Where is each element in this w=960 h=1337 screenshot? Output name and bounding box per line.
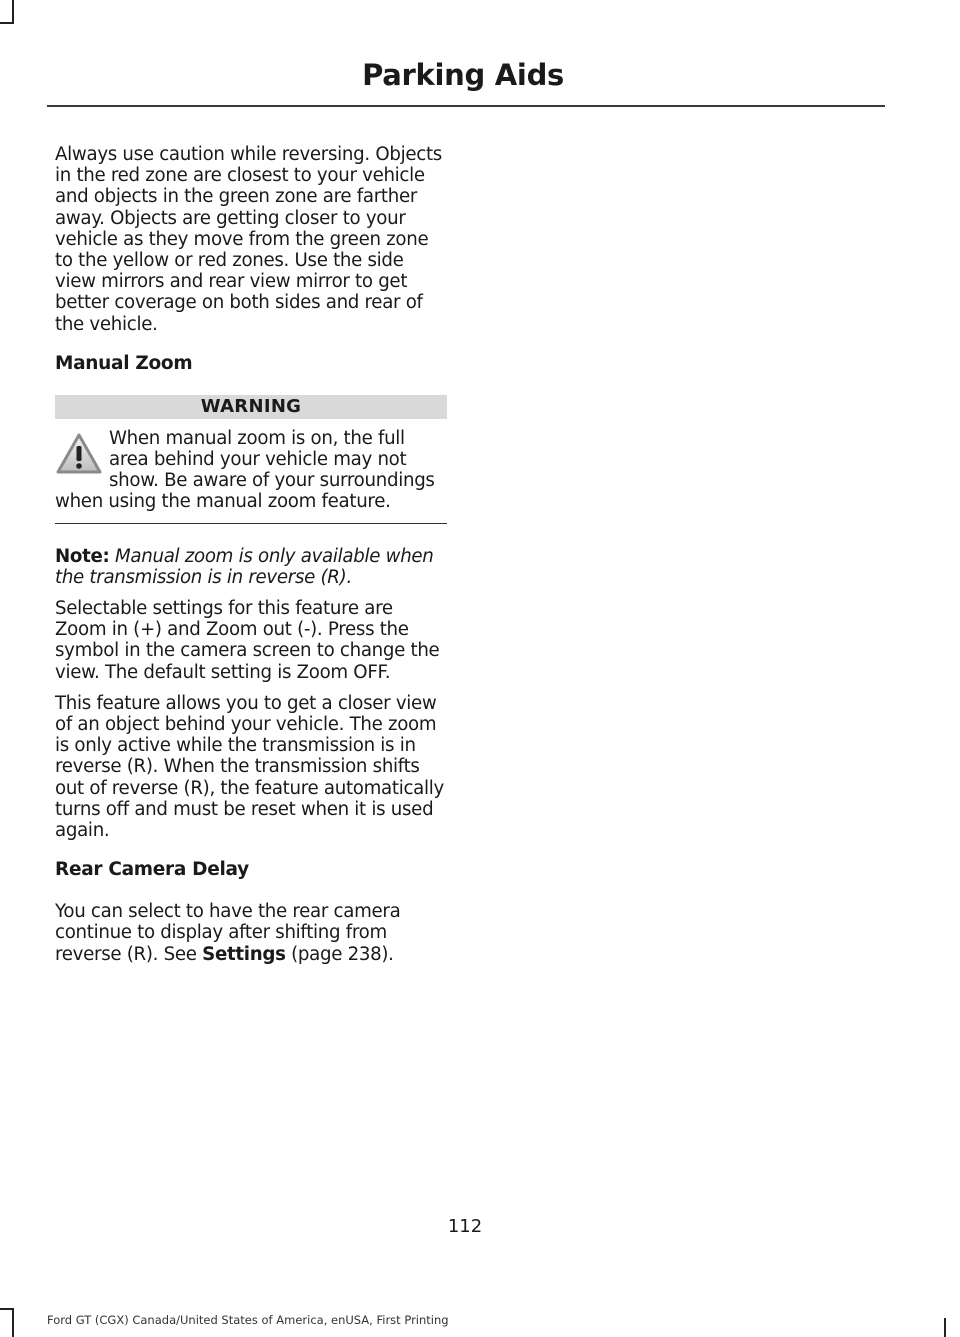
page-title: Parking Aids	[362, 58, 564, 92]
crop-mark	[12, 1308, 14, 1337]
note-text: Manual zoom is only available when the transmission is in reverse (R).	[55, 545, 434, 588]
content-column	[55, 144, 447, 975]
manual-zoom-heading: Manual Zoom	[55, 352, 193, 374]
settings-reference-link[interactable]: Settings	[202, 943, 286, 965]
crop-mark	[12, 0, 14, 24]
rear-camera-delay-heading: Rear Camera Delay	[55, 859, 249, 881]
zoom-settings-paragraph: Selectable settings for this feature are Zoom in (+) and Zoom out (-). Press the symbol in the camera screen to change the view. The default setting is Zoom OFF.	[55, 598, 440, 683]
header-divider	[47, 105, 885, 107]
warning-text: When manual zoom is on, the full area behind your vehicle may not show. Be aware of your surroundings when using the manual zoom feature.	[55, 427, 435, 513]
page-number: 112	[447, 1216, 483, 1237]
rear-camera-delay-paragraph	[55, 901, 447, 965]
page-reference: (page 238).	[285, 943, 394, 965]
note-label: Note:	[55, 545, 110, 567]
footer-text: Ford GT (CGX) Canada/United States of America, enUSA, First Printing	[47, 1313, 449, 1327]
note-paragraph	[55, 546, 447, 588]
warning-header: WARNING	[55, 395, 447, 419]
rear-camera-delay-text: You can select to have the rear camera continue to display after shifting from reverse (R). See	[55, 901, 401, 965]
intro-paragraph: Always use caution while reversing. Objects in the red zone are closest to your vehicle and objects in the green zone are farther away. Objects are getting closer to your vehicle as they move from the green zone to the yellow or red zones. Use the side view mirrors and rear view mirror to get better coverage on both sides and rear of the vehicle.	[55, 144, 442, 335]
crop-mark	[0, 1308, 14, 1310]
crop-mark	[0, 22, 14, 24]
warning-box	[55, 428, 447, 524]
crop-mark	[944, 1318, 946, 1337]
zoom-feature-paragraph: This feature allows you to get a closer view of an object behind your vehicle. The zoom is only active while the transmission is in reverse (R). When the transmission shifts out of reverse (R), the feature automatically turns off and must be reset when it is used again.	[55, 692, 444, 842]
warning-triangle-icon	[55, 432, 103, 476]
